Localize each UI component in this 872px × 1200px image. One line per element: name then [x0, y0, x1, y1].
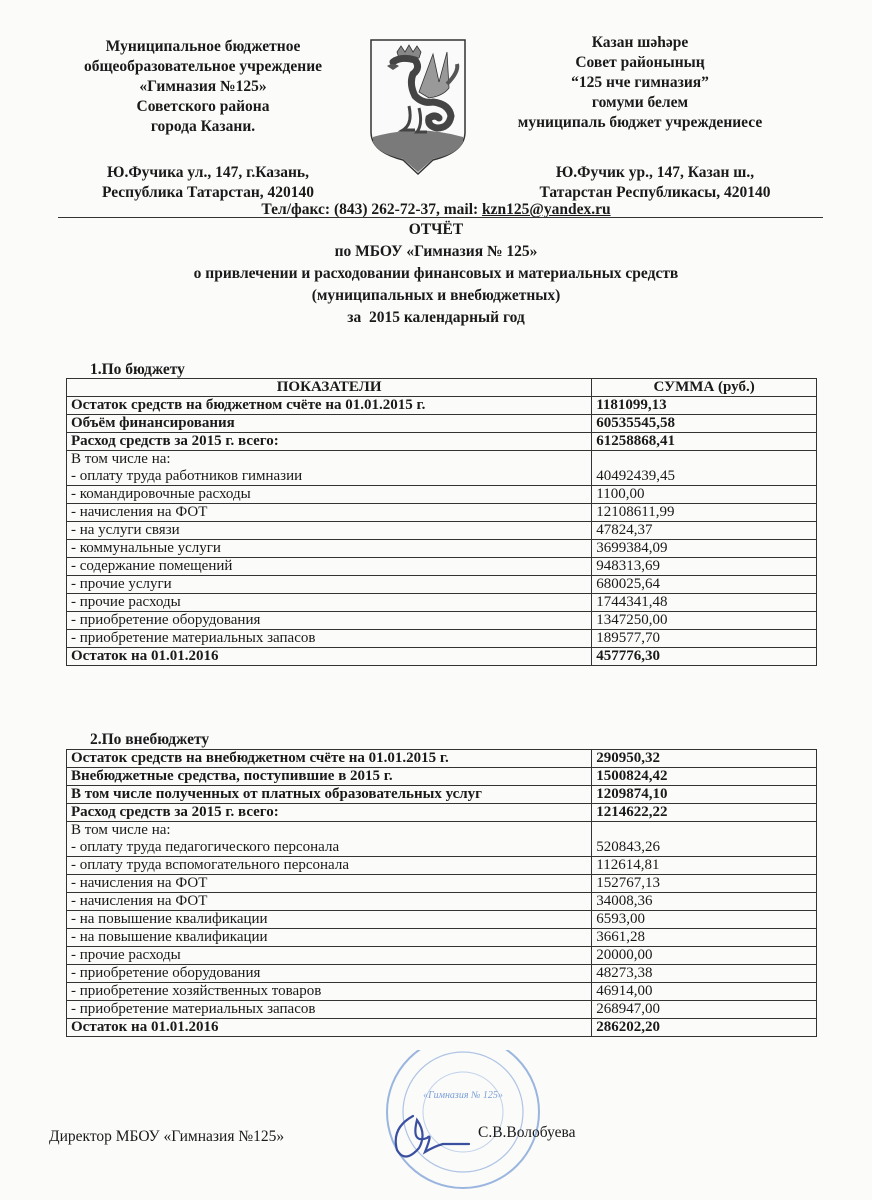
row-label-text: - на повышение квалификации [71, 911, 268, 927]
row-label-text: - приобретение оборудования [71, 965, 261, 981]
table-row [67, 947, 817, 965]
row-label-text: Объём финансирования [71, 415, 235, 431]
row-amount: 46914,00 [592, 983, 817, 1001]
row-amount: 40492439,45 [592, 451, 817, 486]
header-right-org-name [490, 33, 790, 133]
table-row [67, 786, 817, 804]
row-label-prefix: В том числе на: [71, 451, 171, 467]
row-label-text: - приобретение хозяйственных товаров [71, 983, 322, 999]
row-label-text: - прочие услуги [71, 576, 172, 592]
row-label [67, 612, 592, 630]
table-row [67, 804, 817, 822]
table-row [67, 540, 817, 558]
row-label-text: В том числе полученных от платных образовательных услуг [71, 786, 482, 802]
row-amount: 680025,64 [592, 576, 817, 594]
row-label [67, 965, 592, 983]
row-label [67, 893, 592, 911]
report-title-line: о привлечении и расходовании финансовых и материальных средств [193, 265, 679, 282]
row-amount: 112614,81 [592, 857, 817, 875]
signatory-title: Директор МБОУ «Гимназия №125» [49, 1128, 285, 1145]
row-label-text: - приобретение материальных запасов [71, 630, 316, 646]
table-row [67, 929, 817, 947]
row-label-text: Остаток средств на бюджетном счёте на 01.01.2015 г. [71, 397, 426, 413]
row-label [67, 822, 592, 857]
budget-table [66, 378, 817, 666]
address-line: Ю.Фучик ур., 147, Казан ш., [555, 164, 755, 181]
row-label [67, 857, 592, 875]
row-label [67, 1019, 592, 1037]
row-amount: 457776,30 [592, 648, 817, 666]
table-row [67, 893, 817, 911]
row-amount: 1214622,22 [592, 804, 817, 822]
table-row [67, 522, 817, 540]
row-label-text: Остаток средств на внебюджетном счёте на 01.01.2015 г. [71, 750, 449, 766]
table-row [67, 875, 817, 893]
row-label-text: - коммунальные услуги [71, 540, 221, 556]
row-label-text: Внебюджетные средства, поступившие в 2015 г. [71, 768, 393, 784]
header-left-line: «Гимназия №125» [139, 78, 267, 95]
row-amount: 12108611,99 [592, 504, 817, 522]
row-label-text: - начисления на ФОТ [71, 893, 208, 909]
table-row [67, 630, 817, 648]
row-label [67, 630, 592, 648]
table-row [67, 750, 817, 768]
row-amount: 520843,26 [592, 822, 817, 857]
table-row [67, 983, 817, 1001]
row-amount: 60535545,58 [592, 415, 817, 433]
row-label-text: - оплату труда вспомогательного персонала [71, 857, 349, 873]
table-row [67, 433, 817, 451]
row-amount: 268947,00 [592, 1001, 817, 1019]
table-header-row [67, 379, 817, 397]
contact-phone: Тел/факс: (843) 262-72-37, mail: [261, 201, 483, 218]
row-amount: 34008,36 [592, 893, 817, 911]
row-label-text: - командировочные расходы [71, 486, 251, 502]
header-right-line: Совет районының [575, 54, 705, 71]
row-label [67, 786, 592, 804]
address-line: Ю.Фучика ул., 147, г.Казань, [107, 164, 309, 181]
row-amount: 290950,32 [592, 750, 817, 768]
row-label-text: - оплату труда работников гимназии [71, 468, 303, 484]
header-left-address [58, 163, 358, 203]
table-row [67, 415, 817, 433]
row-amount: 3699384,09 [592, 540, 817, 558]
row-label-text: - начисления на ФОТ [71, 875, 208, 891]
row-label-text: Остаток на 01.01.2016 [71, 648, 219, 664]
header-left-line: города Казани. [150, 118, 256, 135]
table-row [67, 648, 817, 666]
row-label [67, 397, 592, 415]
report-title-line: за 2015 календарный год [347, 309, 525, 326]
stamp-text: «Гимназия № 125» [423, 1090, 503, 1101]
table-row [67, 486, 817, 504]
row-amount: 1500824,42 [592, 768, 817, 786]
row-label-text: - на повышение квалификации [71, 929, 268, 945]
row-label-text: - прочие расходы [71, 594, 181, 610]
header-right-line: муниципаль бюджет учреждениесе [517, 114, 763, 131]
row-label-text: - приобретение оборудования [71, 612, 261, 628]
row-label [67, 594, 592, 612]
row-amount: 1100,00 [592, 486, 817, 504]
row-amount: 1744341,48 [592, 594, 817, 612]
row-label [67, 804, 592, 822]
kazan-coat-of-arms-dragon-icon [363, 32, 473, 177]
row-label [67, 1001, 592, 1019]
address-line: Республика Татарстан, 420140 [101, 184, 315, 201]
header-left-org-name [58, 37, 348, 137]
contact-email-link[interactable]: kzn125@yandex.ru [482, 201, 611, 218]
table-row [67, 451, 817, 486]
table-row [67, 965, 817, 983]
row-label-text: - оплату труда педагогического персонала [71, 839, 340, 855]
section-title-extrabudget: 2.По внебюджету [90, 731, 210, 748]
row-label [67, 451, 592, 486]
row-label-text: - начисления на ФОТ [71, 504, 208, 520]
row-label [67, 522, 592, 540]
column-header-indicators: ПОКАЗАТЕЛИ [67, 379, 592, 397]
header-left-line: общеобразовательное учреждение [83, 58, 323, 75]
table-row [67, 612, 817, 630]
row-label [67, 768, 592, 786]
row-label [67, 576, 592, 594]
row-label-prefix: В том числе на: [71, 822, 171, 838]
header-right-address [505, 163, 805, 203]
row-label-text: - прочие расходы [71, 947, 181, 963]
table-row [67, 576, 817, 594]
table-row [67, 857, 817, 875]
row-label [67, 433, 592, 451]
row-label [67, 648, 592, 666]
table-row [67, 397, 817, 415]
row-label [67, 486, 592, 504]
row-label-text: - содержание помещений [71, 558, 233, 574]
report-title-line: по МБОУ «Гимназия № 125» [334, 243, 538, 260]
row-amount: 948313,69 [592, 558, 817, 576]
row-amount: 48273,38 [592, 965, 817, 983]
header-left-line: Советского района [136, 98, 270, 115]
header-right-line: “125 нче гимназия” [571, 74, 709, 91]
header-left-line: Муниципальное бюджетное [105, 38, 301, 55]
row-label [67, 983, 592, 1001]
row-label [67, 558, 592, 576]
extrabudget-table [66, 749, 817, 1037]
table-row [67, 558, 817, 576]
row-label-text: - приобретение материальных запасов [71, 1001, 316, 1017]
row-label [67, 540, 592, 558]
row-amount: 152767,13 [592, 875, 817, 893]
row-amount: 61258868,41 [592, 433, 817, 451]
row-label-text: Расход средств за 2015 г. всего: [71, 433, 279, 449]
row-amount: 20000,00 [592, 947, 817, 965]
table-row [67, 768, 817, 786]
row-label-text: Остаток на 01.01.2016 [71, 1019, 219, 1035]
report-title-line: ОТЧЁТ [408, 221, 464, 238]
header-divider [58, 217, 823, 218]
row-label [67, 947, 592, 965]
row-label [67, 911, 592, 929]
row-label [67, 875, 592, 893]
table-row [67, 1019, 817, 1037]
address-line: Татарстан Республикасы, 420140 [539, 184, 771, 201]
row-label-text: Расход средств за 2015 г. всего: [71, 804, 279, 820]
table-row [67, 504, 817, 522]
row-label [67, 750, 592, 768]
header-right-line: гомуми белем [591, 94, 689, 111]
header-right-line: Казан шәһәре [591, 34, 689, 51]
signatory-name: С.В.Волобуева [478, 1124, 576, 1141]
report-title-line: (муниципальных и внебюджетных) [311, 287, 561, 304]
row-amount: 1181099,13 [592, 397, 817, 415]
section-title-budget: 1.По бюджету [90, 361, 185, 378]
report-title [60, 219, 812, 329]
row-amount: 286202,20 [592, 1019, 817, 1037]
row-amount: 47824,37 [592, 522, 817, 540]
handwritten-signature-icon [383, 1108, 483, 1168]
table-row [67, 1001, 817, 1019]
row-amount: 3661,28 [592, 929, 817, 947]
table-row [67, 594, 817, 612]
table-row [67, 822, 817, 857]
row-label [67, 929, 592, 947]
row-amount: 1209874,10 [592, 786, 817, 804]
row-amount: 6593,00 [592, 911, 817, 929]
row-amount: 189577,70 [592, 630, 817, 648]
column-header-amount: СУММА (руб.) [592, 379, 817, 397]
table-row [67, 911, 817, 929]
row-label [67, 504, 592, 522]
row-amount: 1347250,00 [592, 612, 817, 630]
row-label-text: - на услуги связи [71, 522, 180, 538]
row-label [67, 415, 592, 433]
